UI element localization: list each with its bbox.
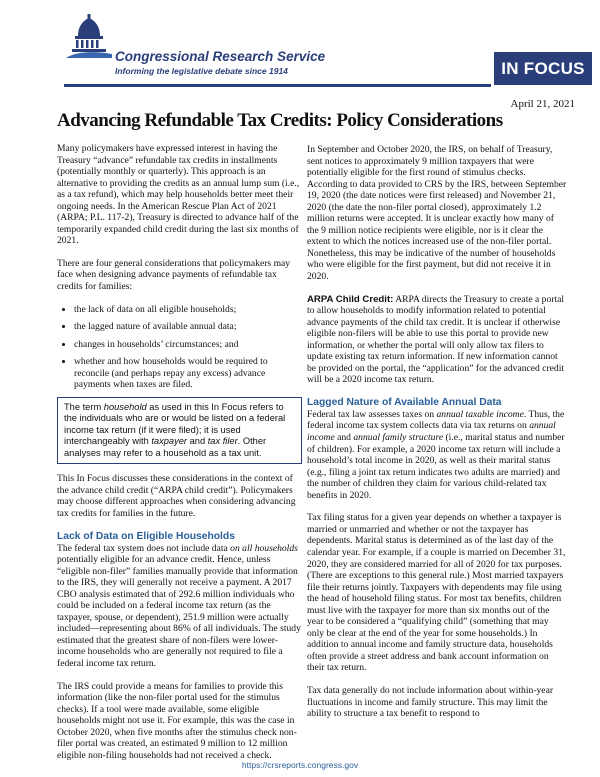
section-heading-lagged-data: Lagged Nature of Available Annual Data bbox=[307, 396, 502, 408]
portal-paragraph: The IRS could provide a means for families to provide this information (like the non-filer portal used for the stimulus checks). If a tool were made available, some eligible households might not use it. For example, this was the case in October 2020, when five months after the stimulus check non-filer portal was created, an estimated 9 million to 12 million eligible non-filing households had not received a check. bbox=[57, 680, 297, 761]
box-text: as used in this In Focus refers to the individuals who are or would be listed on a federal income tax return (if it were filed); it is used interchangeably with bbox=[64, 401, 286, 447]
emphasis-text: annual family structure bbox=[353, 432, 444, 444]
capitol-dome-logo-icon bbox=[66, 14, 112, 58]
lack-of-data-paragraph bbox=[57, 543, 302, 670]
section-heading-lack-of-data: Lack of Data on Eligible Households bbox=[57, 530, 235, 542]
box-text: and bbox=[187, 436, 208, 447]
org-tagline: Informing the legislative debate since 1914 bbox=[115, 66, 288, 76]
list-item: • changes in households’ circumstances; and bbox=[74, 339, 302, 351]
org-name: Congressional Research Service bbox=[115, 49, 326, 64]
text-run: Federal tax law assesses taxes on bbox=[307, 408, 437, 420]
page-title: Advancing Refundable Tax Credits: Policy Considerations bbox=[57, 110, 503, 131]
box-term: taxpayer bbox=[151, 436, 188, 447]
emphasis-text: on all households bbox=[230, 542, 298, 554]
arpa-inline-heading: ARPA Child Credit: bbox=[307, 293, 394, 305]
text-run: potentially eligible for an advance credit. Hence, unless “eligible non-filer” families manually provide that information to the IRS, they will generally not receive a payment. A 2017 CBO analysis estimated that of 292.6 million individuals who could be included on a federal income tax return (as the taxpayer, spouse, or dependent), 251.9 million were actually included—representing about 86% of all individuals. The study estimated that the greatest share of non-filers were lower-income households who are generally not required to file a federal income tax return. bbox=[57, 554, 301, 669]
considerations-paragraph: There are four general considerations that policymakers may face when designing advance payments of refundable tax credits for families: bbox=[57, 257, 291, 293]
considerations-list bbox=[57, 304, 302, 391]
report-header bbox=[0, 0, 600, 92]
emphasis-text: annual taxable income bbox=[436, 408, 524, 420]
box-text: The term bbox=[64, 401, 104, 412]
notices-paragraph: In September and October 2020, the IRS, on behalf of Treasury, sent notices to approximately 9 million taxpayers that were potentially eligible for the first round of stimulus checks. According to data provided to CRS by the IRS, between September 19, 2020 (the date notices were first released) and November 21, 2020 (the date the non-filer portal closed), approximately 1.2 million returns were accepted. It is unclear exactly how many of the 9 million notice recipients were eligible, nor is it clear the extent to which the notices increased use of the non-filer portal. Nonetheless, this may be indicative of the number of households who were eligible for the first payment, but did not receive it in 2020. bbox=[307, 144, 567, 283]
definition-box bbox=[57, 397, 302, 465]
list-item: • whether and how households would be required to reconcile (and perhaps repay any excess) advance payments when taxes are filed. bbox=[74, 356, 302, 391]
text-run: and bbox=[334, 432, 354, 444]
text-run: ARPA directs the Treasury to create a portal to allow households to modify information related to potential advance payments of the child tax credit. It is unclear if otherwise eligible non-filers will be able to use this portal to provide new information, or whether the portal will only allow tax filers to update existing tax return information. If new information cannot be provided on the portal, the “application” for the advanced credit will be a 2020 income tax return. bbox=[307, 293, 565, 386]
filing-status-paragraph: Tax filing status for a given year depends on whether a taxpayer is married or unmarried and whether or not the taxpayer has dependents. Marital status is determined as of the last day of the calendar year. For example, if a couple is married on December 31, 2020, they are considered married for all of 2020 for tax purposes. (There are exceptions to this general rule.) Most married taxpayers file their returns jointly. Taxpayers with dependents may file using the head of household filing status. For most tax benefits, children must live with the taxpayer for more than six months out of the year to be considered a “qualifying child” (something that may only be clear at the end of the year for some households.) In addition to annual income and family structure data, households often provide a street address and bank account information on their tax return. bbox=[307, 512, 566, 674]
text-run: The federal tax system does not include data bbox=[57, 542, 231, 554]
arpa-paragraph bbox=[307, 294, 567, 386]
text-run: (i.e., marital status and number of children). For example, a 2020 income tax return will include a household’s total income in 2020, as well as their marital status (e.g., filing a joint tax return indicates two adults are married) and the number of children they claim for various child-related tax benefits in 2020. bbox=[307, 432, 565, 501]
left-column bbox=[57, 143, 302, 772]
right-column bbox=[307, 144, 567, 731]
within-year-paragraph: Tax data generally do not include information about within-year fluctuations in income and family structure. This may limit the ability to structure a tax benefit to respond to bbox=[307, 684, 554, 720]
list-item: • the lack of data on all eligible households; bbox=[74, 304, 302, 316]
list-item: • the lagged nature of available annual data; bbox=[74, 321, 302, 333]
text-run: . Thus, the federal income tax system collects data via tax returns on bbox=[307, 408, 565, 432]
box-term: tax filer bbox=[207, 436, 238, 447]
intro-paragraph: Many policymakers have expressed interest in having the Treasury “advance” refundable tax credits in installments (potentially monthly or quarterly). This approach is an alternative to providing the credits as an annual lump sum (i.e., as a tax refund), which may help households better meet their ongoing needs. In the American Rescue Plan Act of 2021 (ARPA; P.L. 117-2), Treasury is directed to advance half of the temporarily expanded child credit during the last six months of 2021. bbox=[57, 143, 300, 247]
box-term: household bbox=[103, 401, 147, 412]
report-date: April 21, 2021 bbox=[510, 98, 575, 110]
header-divider bbox=[64, 84, 491, 87]
footer-link[interactable]: https://crsreports.congress.gov bbox=[241, 760, 359, 770]
emphasis-text: annual income bbox=[307, 420, 556, 444]
in-focus-badge: IN FOCUS bbox=[494, 52, 592, 85]
box-text: . Other analyses may refer to a household as a tax unit. bbox=[64, 436, 267, 458]
lagged-data-paragraph bbox=[307, 409, 567, 501]
discussion-paragraph: This In Focus discusses these considerations in the context of the advance child credit (“ARPA child credit”). Policymakers may choose different approaches when considering advancing tax credits for families in the future. bbox=[57, 473, 296, 519]
